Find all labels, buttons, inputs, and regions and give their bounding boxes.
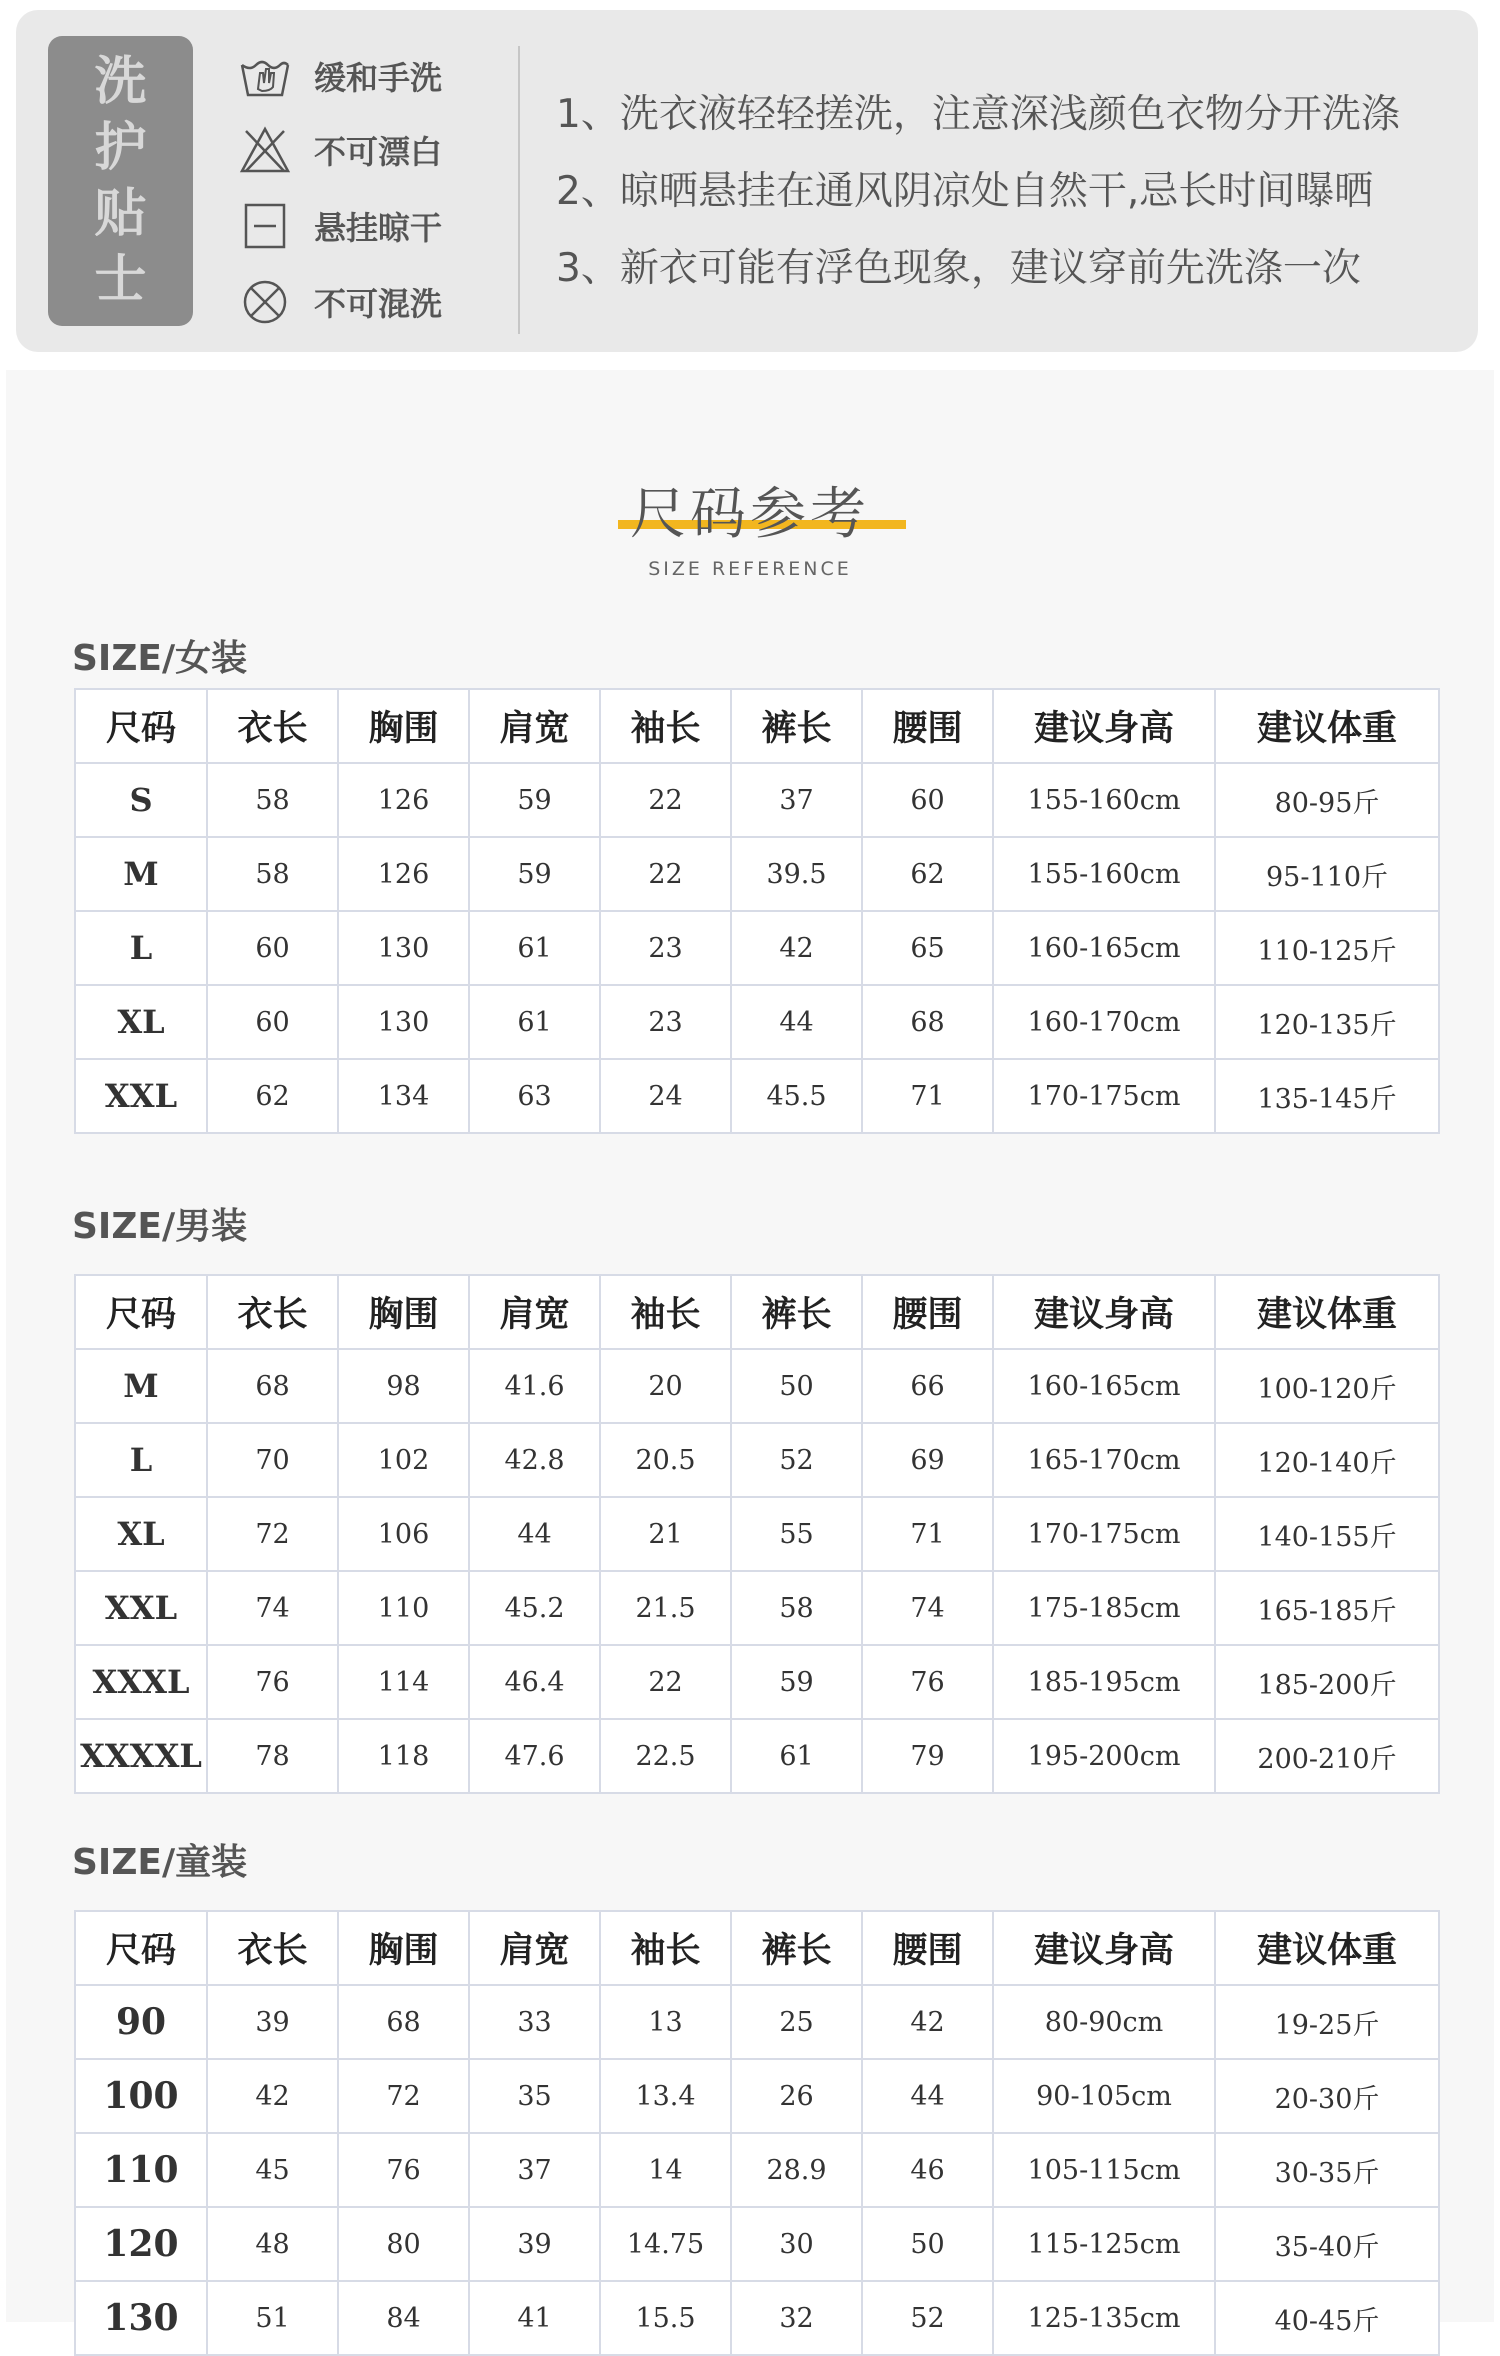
size-cell: 120: [75, 2207, 207, 2281]
table-cell: 62: [862, 837, 993, 911]
table-cell: 74: [207, 1571, 338, 1645]
table-row: [75, 1645, 1439, 1719]
care-icon-list: [238, 34, 498, 334]
table-cell: 52: [862, 2281, 993, 2355]
table-cell: 46: [862, 2133, 993, 2207]
table-cell: 71: [862, 1497, 993, 1571]
table-cell: 84: [338, 2281, 469, 2355]
section-label-men: SIZE/男装: [72, 1206, 248, 1247]
care-notes: [556, 76, 1486, 307]
column-header: 肩宽: [469, 1911, 600, 1985]
table-cell: 59: [469, 763, 600, 837]
care-note: 2、晾晒悬挂在通风阴凉处自然干,忌长时间曝晒: [556, 169, 1374, 214]
table-cell: 35: [469, 2059, 600, 2133]
column-header: 袖长: [600, 1275, 731, 1349]
table-cell: 50: [731, 1349, 862, 1423]
table-cell: 200-210斤: [1215, 1719, 1439, 1793]
table-cell: 26: [731, 2059, 862, 2133]
table-cell: 33: [469, 1985, 600, 2059]
table-row: [75, 911, 1439, 985]
table-cell: 42: [862, 1985, 993, 2059]
column-header: 衣长: [207, 689, 338, 763]
table-cell: 52: [731, 1423, 862, 1497]
table-cell: 72: [338, 2059, 469, 2133]
size-cell: L: [75, 911, 207, 985]
column-header: 胸围: [338, 1275, 469, 1349]
care-note: 3、新衣可能有浮色现象，建议穿前先洗涤一次: [556, 246, 1361, 291]
table-cell: 78: [207, 1719, 338, 1793]
care-item-label: 悬挂晾干: [314, 209, 443, 247]
column-header: 建议身高: [993, 1275, 1215, 1349]
hand-wash-icon: [238, 51, 292, 101]
table-row: [75, 1059, 1439, 1133]
table-cell: 165-170cm: [993, 1423, 1215, 1497]
table-cell: 41.6: [469, 1349, 600, 1423]
table-cell: 61: [469, 985, 600, 1059]
column-header: 尺码: [75, 689, 207, 763]
table-header-row: [75, 1275, 1439, 1349]
table-cell: 134: [338, 1059, 469, 1133]
care-item: [238, 196, 498, 256]
table-cell: 20: [600, 1349, 731, 1423]
badge-char: 护: [94, 117, 147, 178]
table-cell: 60: [862, 763, 993, 837]
table-cell: 195-200cm: [993, 1719, 1215, 1793]
no-mix-wash-icon: [238, 277, 292, 327]
table-cell: 120-140斤: [1215, 1423, 1439, 1497]
size-cell: XXXL: [75, 1645, 207, 1719]
column-header: 胸围: [338, 1911, 469, 1985]
table-cell: 22: [600, 837, 731, 911]
table-row: [75, 763, 1439, 837]
table-cell: 115-125cm: [993, 2207, 1215, 2281]
badge-char: 洗: [94, 51, 147, 112]
table-cell: 68: [207, 1349, 338, 1423]
table-cell: 160-165cm: [993, 911, 1215, 985]
table-cell: 170-175cm: [993, 1497, 1215, 1571]
table-cell: 118: [338, 1719, 469, 1793]
size-cell: M: [75, 837, 207, 911]
table-cell: 110-125斤: [1215, 911, 1439, 985]
table-cell: 65: [862, 911, 993, 985]
section-label-women: SIZE/女装: [72, 638, 248, 679]
table-cell: 14.75: [600, 2207, 731, 2281]
table-cell: 42: [207, 2059, 338, 2133]
table-cell: 55: [731, 1497, 862, 1571]
column-header: 建议体重: [1215, 1275, 1439, 1349]
table-cell: 80: [338, 2207, 469, 2281]
section-label-kids: SIZE/童装: [72, 1842, 248, 1883]
table-cell: 30-35斤: [1215, 2133, 1439, 2207]
column-header: 腰围: [862, 1911, 993, 1985]
table-cell: 35-40斤: [1215, 2207, 1439, 2281]
care-divider: [518, 46, 520, 334]
table-cell: 126: [338, 763, 469, 837]
table-cell: 102: [338, 1423, 469, 1497]
table-cell: 13.4: [600, 2059, 731, 2133]
size-cell: XXL: [75, 1571, 207, 1645]
table-cell: 58: [207, 763, 338, 837]
table-row: [75, 837, 1439, 911]
column-header: 建议体重: [1215, 689, 1439, 763]
table-cell: 20-30斤: [1215, 2059, 1439, 2133]
table-cell: 44: [731, 985, 862, 1059]
table-cell: 140-155斤: [1215, 1497, 1439, 1571]
table-cell: 23: [600, 911, 731, 985]
table-cell: 59: [469, 837, 600, 911]
table-row: [75, 2281, 1439, 2355]
table-cell: 45.2: [469, 1571, 600, 1645]
table-row: [75, 1985, 1439, 2059]
table-cell: 74: [862, 1571, 993, 1645]
table-cell: 170-175cm: [993, 1059, 1215, 1133]
table-cell: 110: [338, 1571, 469, 1645]
column-header: 胸围: [338, 689, 469, 763]
table-cell: 61: [469, 911, 600, 985]
table-cell: 21.5: [600, 1571, 731, 1645]
size-cell: XXL: [75, 1059, 207, 1133]
table-cell: 160-165cm: [993, 1349, 1215, 1423]
table-cell: 25: [731, 1985, 862, 2059]
no-bleach-icon: [238, 125, 292, 175]
table-cell: 70: [207, 1423, 338, 1497]
table-cell: 60: [207, 985, 338, 1059]
table-cell: 51: [207, 2281, 338, 2355]
table-cell: 44: [862, 2059, 993, 2133]
column-header: 衣长: [207, 1911, 338, 1985]
table-cell: 71: [862, 1059, 993, 1133]
table-cell: 185-195cm: [993, 1645, 1215, 1719]
table-row: [75, 1497, 1439, 1571]
table-cell: 79: [862, 1719, 993, 1793]
table-cell: 60: [207, 911, 338, 985]
care-note: 1、洗衣液轻轻搓洗，注意深浅颜色衣物分开洗涤: [556, 92, 1400, 137]
table-cell: 68: [338, 1985, 469, 2059]
column-header: 建议身高: [993, 689, 1215, 763]
table-cell: 47.6: [469, 1719, 600, 1793]
table-cell: 155-160cm: [993, 837, 1215, 911]
table-cell: 58: [731, 1571, 862, 1645]
table-cell: 59: [731, 1645, 862, 1719]
table-cell: 22.5: [600, 1719, 731, 1793]
table-cell: 62: [207, 1059, 338, 1133]
table-cell: 95-110斤: [1215, 837, 1439, 911]
care-item: [238, 46, 498, 106]
size-cell: S: [75, 763, 207, 837]
size-reference-title: 尺码参考: [630, 482, 870, 547]
table-cell: 61: [731, 1719, 862, 1793]
table-cell: 130: [338, 985, 469, 1059]
size-cell: L: [75, 1423, 207, 1497]
badge-char: 贴: [94, 183, 147, 244]
table-cell: 165-185斤: [1215, 1571, 1439, 1645]
table-row: [75, 2059, 1439, 2133]
column-header: 裤长: [731, 689, 862, 763]
size-cell: M: [75, 1349, 207, 1423]
table-cell: 39.5: [731, 837, 862, 911]
table-cell: 160-170cm: [993, 985, 1215, 1059]
table-cell: 58: [207, 837, 338, 911]
table-cell: 42: [731, 911, 862, 985]
table-cell: 15.5: [600, 2281, 731, 2355]
table-cell: 100-120斤: [1215, 1349, 1439, 1423]
table-cell: 23: [600, 985, 731, 1059]
table-cell: 13: [600, 1985, 731, 2059]
table-row: [75, 1423, 1439, 1497]
table-cell: 185-200斤: [1215, 1645, 1439, 1719]
column-header: 衣长: [207, 1275, 338, 1349]
table-cell: 45.5: [731, 1059, 862, 1133]
table-cell: 175-185cm: [993, 1571, 1215, 1645]
table-cell: 69: [862, 1423, 993, 1497]
table-header-row: [75, 1911, 1439, 1985]
table-cell: 14: [600, 2133, 731, 2207]
table-cell: 63: [469, 1059, 600, 1133]
badge-char: 士: [94, 249, 147, 310]
column-header: 尺码: [75, 1911, 207, 1985]
table-cell: 20.5: [600, 1423, 731, 1497]
column-header: 建议体重: [1215, 1911, 1439, 1985]
table-row: [75, 1349, 1439, 1423]
table-row: [75, 2207, 1439, 2281]
table-cell: 135-145斤: [1215, 1059, 1439, 1133]
table-cell: 30: [731, 2207, 862, 2281]
table-cell: 98: [338, 1349, 469, 1423]
table-cell: 32: [731, 2281, 862, 2355]
table-cell: 44: [469, 1497, 600, 1571]
wash-care-badge: [48, 36, 193, 326]
table-cell: 155-160cm: [993, 763, 1215, 837]
column-header: 肩宽: [469, 1275, 600, 1349]
table-row: [75, 985, 1439, 1059]
column-header: 裤长: [731, 1911, 862, 1985]
care-item: [238, 120, 498, 180]
line-dry-icon: [238, 201, 292, 251]
table-row: [75, 1571, 1439, 1645]
table-cell: 76: [338, 2133, 469, 2207]
size-cell: 110: [75, 2133, 207, 2207]
size-table-men: [74, 1274, 1440, 1794]
table-row: [75, 2133, 1439, 2207]
size-reference-panel: [6, 370, 1494, 2339]
column-header: 尺码: [75, 1275, 207, 1349]
table-cell: 40-45斤: [1215, 2281, 1439, 2355]
column-header: 袖长: [600, 689, 731, 763]
table-cell: 126: [338, 837, 469, 911]
table-row: [75, 1719, 1439, 1793]
table-cell: 120-135斤: [1215, 985, 1439, 1059]
table-header-row: [75, 689, 1439, 763]
table-cell: 76: [207, 1645, 338, 1719]
table-cell: 45: [207, 2133, 338, 2207]
table-cell: 41: [469, 2281, 600, 2355]
size-cell: XL: [75, 1497, 207, 1571]
column-header: 腰围: [862, 1275, 993, 1349]
column-header: 裤长: [731, 1275, 862, 1349]
table-cell: 76: [862, 1645, 993, 1719]
table-cell: 39: [469, 2207, 600, 2281]
table-cell: 125-135cm: [993, 2281, 1215, 2355]
table-cell: 80-95斤: [1215, 763, 1439, 837]
table-cell: 50: [862, 2207, 993, 2281]
size-cell: 90: [75, 1985, 207, 2059]
table-cell: 21: [600, 1497, 731, 1571]
table-cell: 28.9: [731, 2133, 862, 2207]
size-table-women: [74, 688, 1440, 1134]
table-cell: 68: [862, 985, 993, 1059]
size-cell: 100: [75, 2059, 207, 2133]
wash-care-section: [0, 0, 1500, 370]
table-cell: 80-90cm: [993, 1985, 1215, 2059]
care-item-label: 不可混洗: [314, 285, 443, 323]
column-header: 建议身高: [993, 1911, 1215, 1985]
table-cell: 105-115cm: [993, 2133, 1215, 2207]
table-cell: 114: [338, 1645, 469, 1719]
column-header: 袖长: [600, 1911, 731, 1985]
table-cell: 39: [207, 1985, 338, 2059]
table-cell: 42.8: [469, 1423, 600, 1497]
size-reference-subtitle: SIZE REFERENCE: [648, 558, 852, 580]
table-cell: 66: [862, 1349, 993, 1423]
table-cell: 90-105cm: [993, 2059, 1215, 2133]
care-item-label: 不可漂白: [314, 133, 443, 171]
column-header: 腰围: [862, 689, 993, 763]
table-cell: 22: [600, 1645, 731, 1719]
table-cell: 130: [338, 911, 469, 985]
size-cell: 130: [75, 2281, 207, 2355]
table-cell: 48: [207, 2207, 338, 2281]
size-table-kids: [74, 1910, 1440, 2356]
size-cell: XXXXL: [75, 1719, 207, 1793]
wash-care-card: [16, 10, 1478, 352]
table-cell: 106: [338, 1497, 469, 1571]
care-item: [238, 272, 498, 332]
table-cell: 19-25斤: [1215, 1985, 1439, 2059]
table-cell: 37: [731, 763, 862, 837]
table-cell: 46.4: [469, 1645, 600, 1719]
table-cell: 72: [207, 1497, 338, 1571]
care-item-label: 缓和手洗: [314, 59, 443, 97]
column-header: 肩宽: [469, 689, 600, 763]
size-cell: XL: [75, 985, 207, 1059]
table-cell: 24: [600, 1059, 731, 1133]
table-cell: 22: [600, 763, 731, 837]
table-cell: 37: [469, 2133, 600, 2207]
